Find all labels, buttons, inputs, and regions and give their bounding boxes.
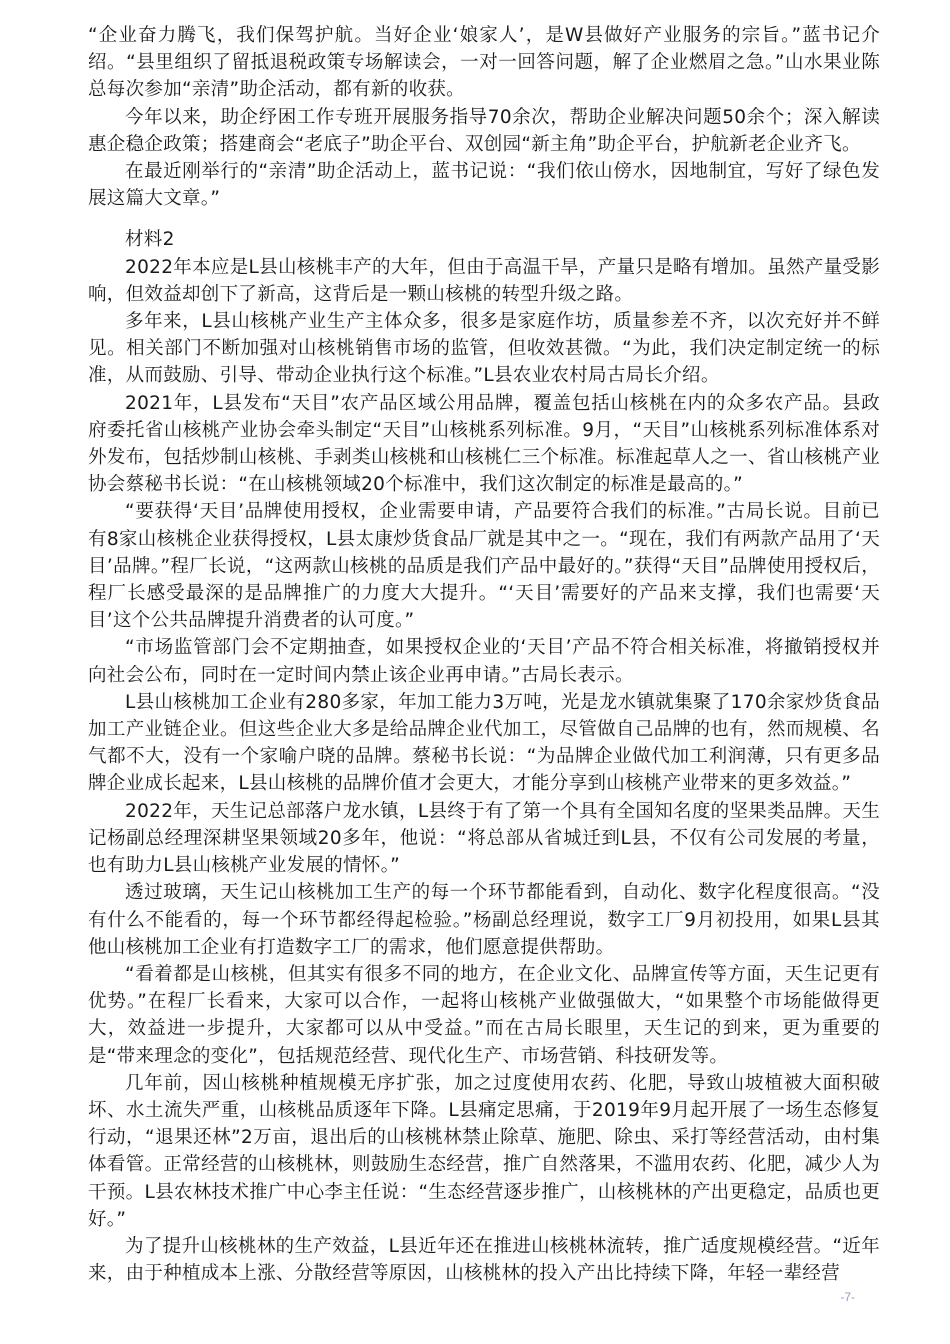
paragraph: 今年以来，助企纾困工作专班开展服务指导70余次，帮助企业解决问题50余个；深入解读惠企稳企政策；搭建商会“老底子”助企平台、双创园“新主角”助企平台，护航新老企业齐飞。 [88,106,880,155]
paragraph: L县山核桃加工企业有280多家，年加工能力3万吨，光是龙水镇就集聚了170余家炒货食品加工产业链企业。但这些企业大多是给品牌企业代加工，尽管做自己品牌的也有，然而规模、名气都不大，没有一个家喻户晓的品牌。蔡秘书长说：“为品牌企业做代加工利润薄，只有更多品牌企业成长起来，L县山核桃的品牌价值才会更大，才能分享到山核桃产业带来的更多效益。” [88,691,880,795]
paragraph: 透过玻璃，天生记山核桃加工生产的每一个环节都能看到，自动化、数字化程度很高。“没有什么不能看的，每一个环节都经得起检验。”杨副总经理说，数字工厂9月初投用，如果L县其他山核桃加工企业有打造数字工厂的需求，他们愿意提供帮助。 [88,882,880,958]
paragraph: 2022年本应是L县山核桃丰产的大年，但由于高温干旱，产量只是略有增加。虽然产量受影响，但效益却创下了新高，这背后是一颗山核桃的转型升级之路。 [88,256,880,305]
document-page [88,22,880,1287]
paragraph: “市场监管部门会不定期抽查，如果授权企业的‘天目’产品不符合相关标准，将撤销授权并向社会公布，同时在一定时间内禁止该企业再申请。”古局长表示。 [88,637,880,686]
paragraph: 为了提升山核桃林的生产效益，L县近年还在推进山核桃林流转，推广适度规模经营。“近年来，由于种植成本上涨、分散经营等原因，山核桃林的投入产出比持续下降，年轻一辈经营 [88,1235,880,1285]
page-number: -7- [840,1290,855,1304]
paragraph: 2022年，天生记总部落户龙水镇，L县终于有了第一个具有全国知名度的坚果类品牌。天生记杨副总经理深耕坚果领域20多年，他说：“将总部从省城迁到L县，不仅有公司发展的考量，也有助力L县山核桃产业发展的情怀。” [88,800,880,877]
paragraph: “看着都是山核桃，但其实有很多不同的地方，在企业文化、品牌宣传等方面，天生记更有优势。”在程厂长看来，大家可以合作，一起将山核桃产业做强做大，“如果整个市场能做得更大，效益进一步提升，大家都可以从中受益。”而在古局长眼里，天生记的到来，更为重要的是“带来理念的变化”，包括规范经营、现代化生产、市场营销、科技研发等。 [88,963,880,1067]
paragraph: 几年前，因山核桃种植规模无序扩张，加之过度使用农药、化肥，导致山坡植被大面积破坏、水土流失严重，山核桃品质逐年下降。L县痛定思痛，于2019年9月起开展了一场生态修复行动，“退果还林”2万亩，退出后的山核桃林禁止除草、施肥、除虫、采打等经营活动，由村集体看管。正常经营的山核桃林，则鼓励生态经营，推广自然落果，不滥用农药、化肥，减少人为干预。L县农林技术推广中心李主任说：“生态经营逐步推广，山核桃林的产出更稳定，品质也更好。” [88,1072,880,1230]
paragraph: 2021年，L县发布“天目”农产品区域公用品牌，覆盖包括山核桃在内的众多农产品。县政府委托省山核桃产业协会牵头制定“天目”山核桃系列标准。9月，“天目”山核桃系列标准体系对外发布，包括炒制山核桃、手剥类山核桃和山核桃仁三个标准。标准起草人之一、省山核桃产业协会蔡秘书长说：“在山核桃领域20个标准中，我们这次制定的标准是最高的。” [88,392,880,496]
paragraph: “企业奋力腾飞，我们保驾护航。当好企业‘娘家人’，是W县做好产业服务的宗旨。”蓝书记介绍。“县里组织了留抵退税政策专场解读会，一对一回答问题，解了企业燃眉之急。”山水果业陈总每次参加“亲清”助企活动，都有新的收获。 [88,25,880,101]
paragraph: 多年来，L县山核桃产业生产主体众多，很多是家庭作坊，质量参差不齐，以次充好并不鲜见。相关部门不断加强对山核桃销售市场的监管，但收效甚微。“为此，我们决定制定统一的标准，从而鼓励、引导、带动企业执行这个标准。”L县农业农村局古局长介绍。 [88,311,880,387]
paragraph: 在最近刚举行的“亲清”助企活动上，蓝书记说：“我们依山傍水，因地制宜，写好了绿色发展这篇大文章。” [88,161,880,210]
section-heading: 材料2 [125,229,175,251]
paragraph: “要获得‘天目’品牌使用授权，企业需要申请，产品要符合我们的标准。”古局长说。目前已有8家山核桃企业获得授权，L县太康炒货食品厂就是其中之一。“现在，我们有两款产品用了‘天目’品牌。”程厂长说，“这两款山核桃的品质是我们产品中最好的。”获得“天目”品牌使用授权后，程厂长感受最深的是品牌推广的力度大大提升。“‘天目’需要好的产品来支撑，我们也需要‘天目’这个公共品牌提升消费者的认可度。” [88,501,880,632]
